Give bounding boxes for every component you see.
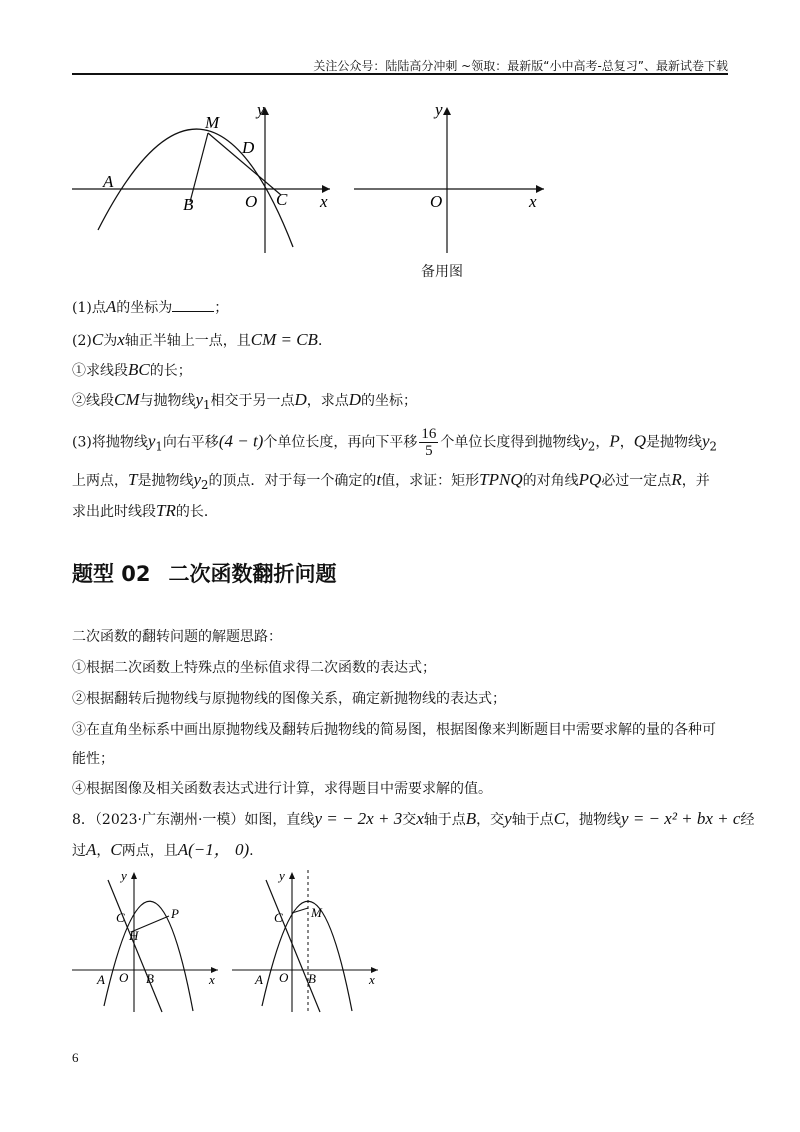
figure-problem8-left	[68, 866, 228, 1016]
figure-problem8-right	[228, 866, 388, 1016]
question-part-2-2: ②线段CM与抛物线$y_1$相交于另一点D，求点D的坐标；	[72, 390, 418, 412]
method-step-2: ②根据翻转后抛物线与原抛物线的图像关系，确定新抛物线的表达式；	[72, 691, 506, 707]
label-h: H	[129, 928, 139, 943]
line-bc	[108, 880, 162, 1012]
label-p: P	[171, 906, 179, 921]
label-c: C	[276, 190, 288, 209]
question-part-2-1: ①求线段BC的长；	[72, 360, 192, 379]
y-axis-arrow	[131, 872, 137, 879]
label-a: A	[97, 972, 105, 987]
method-intro: 二次函数的翻转问题的解题思路：	[72, 629, 282, 645]
label-o: O	[430, 192, 443, 211]
x-axis-arrow	[536, 185, 544, 193]
answer-blank	[172, 297, 214, 312]
label-x: x	[320, 192, 328, 211]
method-step-3b: 能性；	[72, 751, 114, 767]
label-y: y	[279, 868, 285, 883]
problem-8-line2: 过A，C两点，且A(−1， 0).	[72, 840, 254, 859]
label-y: y	[257, 100, 265, 119]
segment-bm	[190, 133, 208, 202]
label-o: O	[119, 970, 129, 985]
method-step-3a: ③在直角坐标系中画出原抛物线及翻转后抛物线的简易图，根据图像来判断题目中需要求解的量的各种可	[72, 722, 716, 738]
header-rule	[72, 73, 728, 75]
question-part-3-line1: (3)将抛物线$y_1$向右平移(4 − t)个单位长度，再向下平移 $\frac{16}{5}$ 个单位长度得到抛物线$y_2$，P，Q是抛物线$y_2$	[72, 426, 717, 459]
figure-spare-axes	[348, 95, 548, 260]
problem-8-line1: 8．（2023·广东潮州·一模）如图，直线y = − 2x + 3交x轴于点B，交y轴于点C，抛物线y = − x² + bx + c经	[72, 809, 755, 828]
label-m: M	[311, 905, 322, 920]
label-x: x	[529, 192, 537, 211]
spare-figure-caption: 备用图	[421, 264, 463, 280]
section-heading: 题型 02 二次函数翻折问题	[72, 562, 337, 586]
method-step-1: ①根据二次函数上特殊点的坐标值求得二次函数的表达式；	[72, 660, 436, 676]
label-b: B	[146, 971, 154, 986]
label-m: M	[205, 113, 220, 132]
question-part-2: (2)C为x轴正半轴上一点，且CM = CB．	[72, 330, 332, 349]
label-b: B	[183, 195, 194, 214]
label-a: A	[103, 172, 114, 191]
label-y: y	[121, 868, 127, 883]
label-x: x	[209, 972, 215, 987]
figure-parabola-mbdc	[68, 95, 348, 260]
line-bc	[266, 880, 320, 1012]
parabola-y1	[98, 129, 293, 247]
label-o: O	[279, 970, 289, 985]
method-step-4: ④根据图像及相关函数表达式进行计算，求得题目中需要求解的值。	[72, 781, 492, 797]
question-part-3-line2: 上两点，T是抛物线$y_2$的顶点．对于每一个确定的t值，求证：矩形TPNQ的对角线PQ必过一定点R，并	[72, 470, 710, 492]
question-part-3-line3: 求出此时线段TR的长．	[72, 501, 218, 520]
y-axis-arrow	[289, 872, 295, 879]
y-axis-arrow	[443, 107, 451, 115]
label-o: O	[245, 192, 258, 211]
label-x: x	[369, 972, 375, 987]
label-y: y	[435, 100, 443, 119]
label-c: C	[116, 910, 125, 925]
label-c: C	[274, 910, 283, 925]
page-number: 6	[72, 1050, 79, 1065]
question-part-1: (1)点A的坐标为 ；	[72, 297, 229, 316]
page-header: 关注公众号：陆陆高分冲刺 ~领取：最新版“小中高考-总复习”、最新试卷下载	[313, 59, 728, 73]
label-a: A	[255, 972, 263, 987]
fraction-16-5: $\frac{16}{5}$	[421, 426, 437, 459]
label-d: D	[242, 138, 255, 157]
label-b: B	[308, 971, 316, 986]
